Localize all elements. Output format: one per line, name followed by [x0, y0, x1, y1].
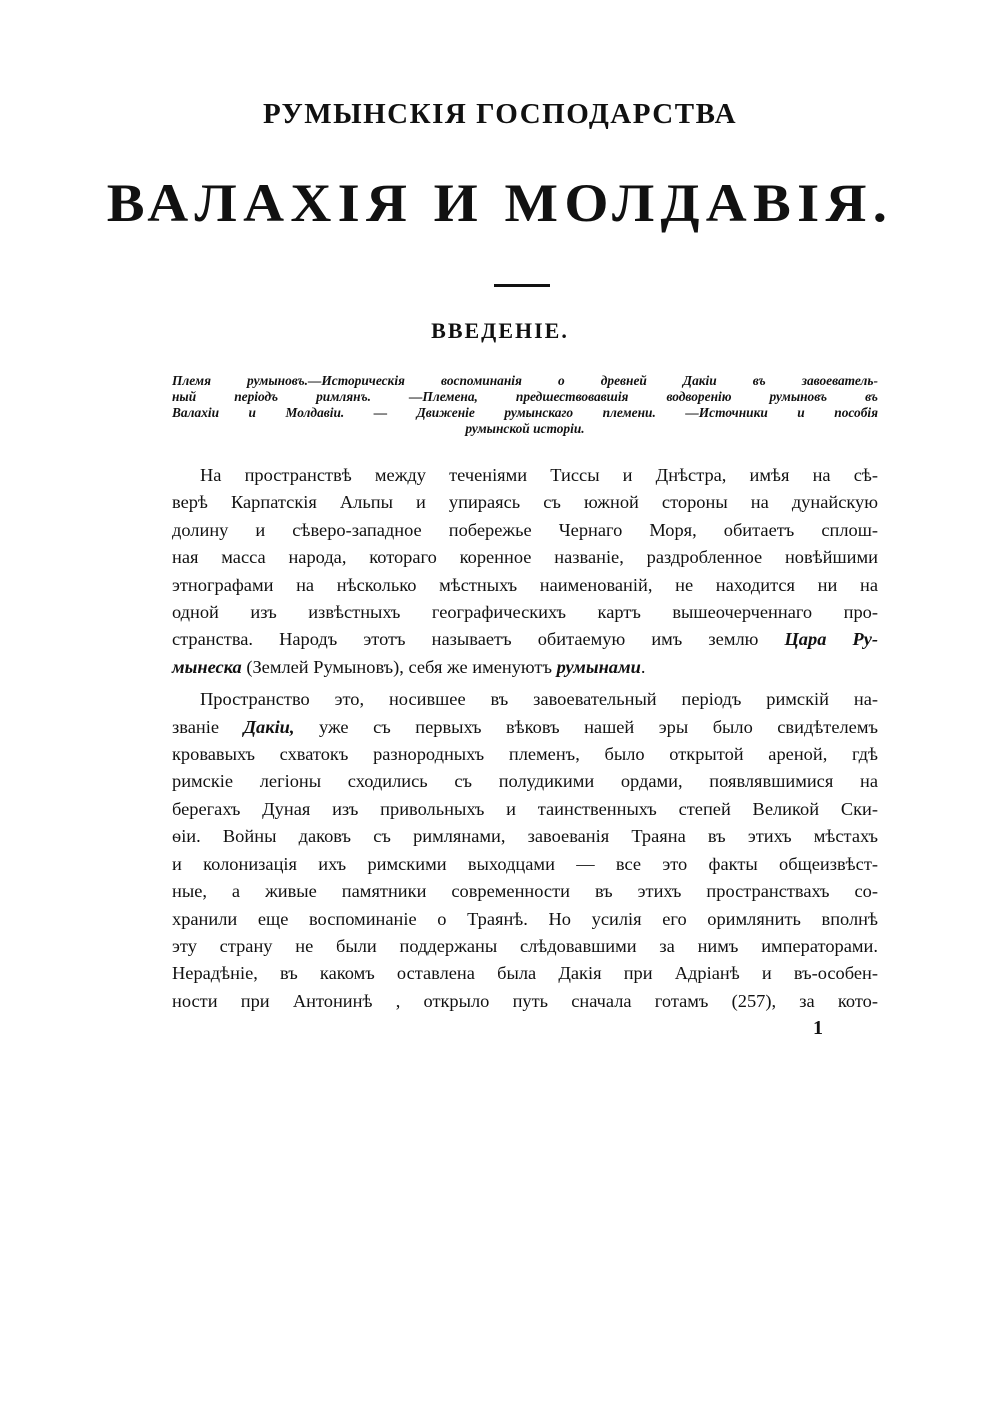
book-title: ВАЛАХІЯ И МОЛДАВІЯ.: [106, 173, 894, 233]
paragraph-2-line: эту страну не были поддержаны слѣдовавшими за нимъ императорами.: [172, 935, 878, 956]
paragraph-2-line: римскіе легіоны сходились съ полудикими ордами, появлявшимися на: [172, 771, 878, 792]
paragraph-1-line: [172, 654, 878, 681]
paragraph-1-line: верѣ Карпатскія Альпы и упираясь съ южной стороны на дунайскую: [172, 492, 878, 513]
book-subtitle: РУМЫНСКІЯ ГОСПОДАРСТВА: [262, 98, 738, 130]
paragraph-2-line: берегахъ Дуная изъ привольныхъ и таинственныхъ степей Великой Ски-: [172, 798, 878, 819]
summary-line: румынской исторіи.: [465, 421, 585, 436]
summary-line: ный періодъ римлянъ. —Племена, предшествовавшія водворенію румыновъ въ: [172, 389, 878, 404]
text-run: странства. Народъ этотъ называетъ обитаемую имъ землю: [172, 629, 785, 650]
section-heading: ВВЕДЕНІЕ.: [431, 318, 569, 343]
chapter-summary: [172, 373, 878, 437]
title-divider: [494, 284, 550, 287]
paragraph-2-line: ности при Антонинѣ , открыло путь сначала готамъ (257), за кото-: [172, 990, 878, 1011]
text-run: (Землей Румыновъ), себя же именуютъ: [241, 656, 557, 677]
italic-term: Дакіи,: [243, 716, 295, 737]
paragraph-2-line: Нерадѣніе, въ какомъ оставлена была Дакія при Адріанѣ и въ-особен-: [172, 963, 878, 984]
paragraph-2-line: и колонизація ихъ римскими выходцами — все это факты общеизвѣст-: [172, 853, 878, 874]
italic-term: Цара Ру-: [784, 629, 879, 650]
summary-line: Племя румыновъ.—Историческія воспоминанія о древней Дакіи въ завоеватель-: [172, 373, 878, 388]
paragraph-2-line: хранили еще воспоминаніе о Траянѣ. Но усилія его оримлянить вполнѣ: [172, 908, 878, 929]
paragraph-1-line: одной изъ извѣстныхъ географическихъ картъ вышеочерченнаго про-: [172, 602, 878, 623]
text-run: уже съ первыхъ вѣковъ нашей эры было свидѣтелемъ: [294, 716, 878, 737]
paragraph-1-line: ная масса народа, котораго коренное названіе, раздробленное новѣйшими: [172, 547, 878, 568]
paragraph-2-line: [172, 714, 878, 741]
summary-line: Валахіи и Молдавіи. — Движеніе румынскаго племени. —Источники и пособія: [172, 405, 878, 420]
paragraph-1-line: долину и сѣверо-западное побережье Чернаго Моря, обитаетъ сплош-: [172, 519, 878, 540]
text-run: .: [640, 656, 646, 677]
paragraph-1-line: На пространствѣ между теченіями Тиссы и Днѣстра, имѣя на сѣ-: [200, 465, 878, 485]
paragraph-2-line: Пространство это, носившее въ завоевательный періодъ римскій на-: [200, 689, 878, 710]
paragraph-2-line: ные, а живые памятники современности въ этихъ пространствахъ со-: [172, 881, 878, 902]
paragraph-1-line: этнографами на нѣсколько мѣстныхъ наименованій, не находится ни на: [172, 574, 878, 595]
paragraph-2-line: кровавыхъ схватокъ разнородныхъ племенъ, было открытой ареной, гдѣ: [172, 744, 878, 765]
text-run: званіе: [172, 716, 244, 737]
page-number: 1: [813, 1017, 823, 1039]
paragraph-1-line: [172, 626, 878, 653]
italic-term: румынами: [556, 656, 641, 677]
paragraph-2-line: ѳіи. Войны даковъ съ римлянами, завоеванія Траяна въ этихъ мѣстахъ: [172, 826, 878, 847]
body-text: [172, 462, 878, 1015]
italic-term: мынеска: [172, 656, 242, 677]
